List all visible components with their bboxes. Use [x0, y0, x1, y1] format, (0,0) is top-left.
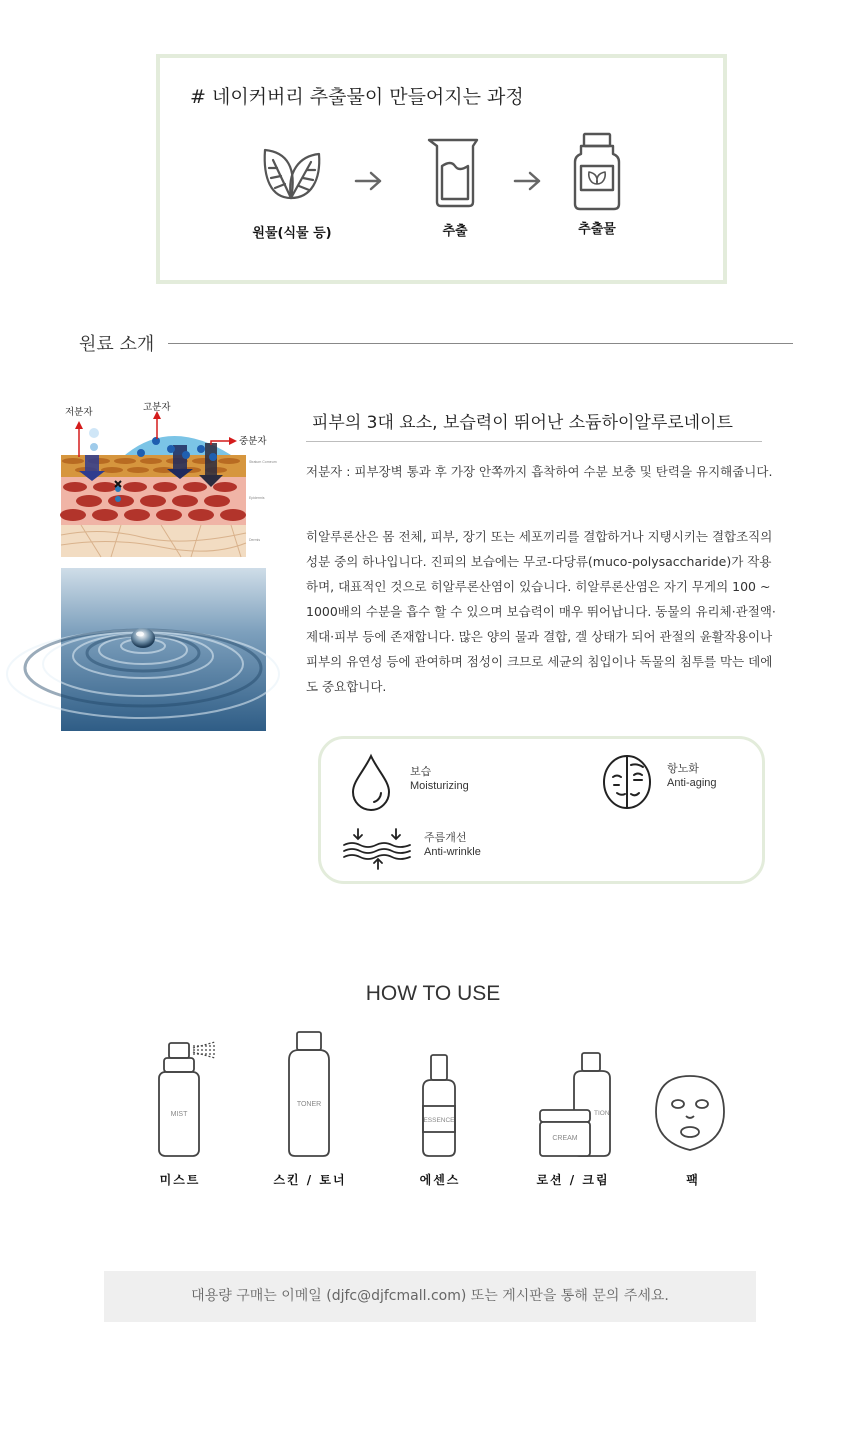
process-step-extract — [395, 144, 515, 239]
beaker-icon — [425, 136, 485, 210]
step-label-raw: 원물(식물 등) — [252, 226, 332, 241]
benefits-box — [318, 736, 765, 884]
product-pack — [628, 1028, 758, 1193]
bottle-icon — [571, 132, 623, 212]
benefit-ko: 주름개선 — [424, 832, 467, 844]
how-to-use-title: HOW TO USE — [365, 982, 501, 1005]
product-cream — [510, 1028, 640, 1193]
label-mid-molecule: 중분자 — [239, 436, 267, 447]
label-low-molecule: 저분자 — [65, 407, 93, 418]
water-drop-photo — [61, 568, 266, 731]
benefit-text — [667, 762, 717, 790]
benefit-en: Moisturizing — [410, 780, 469, 792]
lotion-tag: TION — [594, 1110, 610, 1117]
lotion-cream-icon — [510, 1028, 640, 1163]
water-drop-icon — [350, 753, 392, 811]
process-step-raw — [232, 144, 352, 241]
ingredient-divider — [306, 441, 762, 442]
benefit-en: Anti-wrinkle — [424, 846, 481, 858]
section-title: 원료 소개 — [79, 334, 155, 355]
benefit-ko: 항노화 — [667, 763, 699, 775]
product-label-cream: 로션 / 크림 — [536, 1173, 610, 1187]
layer-name-stratum: Stratum Corneum — [249, 460, 277, 464]
product-essence — [375, 1028, 505, 1193]
label-high-molecule: 고분자 — [143, 402, 171, 413]
essence-bottle-icon — [375, 1028, 505, 1163]
benefit-text — [424, 831, 481, 859]
bulk-purchase-notice: 대용량 구매는 이메일 (djfc@djfcmall.com) 또는 게시판을 통해 문의 주세요. — [104, 1271, 756, 1322]
cream-tag: CREAM — [552, 1135, 578, 1142]
wrinkle-icon — [342, 827, 412, 871]
step-label-extract: 추출 — [442, 224, 468, 239]
process-title: # 네이커버리 추출물이 만들어지는 과정 — [190, 86, 524, 108]
process-box — [156, 54, 727, 284]
ingredient-paragraph-1: 저분자 : 피부장벽 통과 후 가장 안쪽까지 흡착하여 수분 보충 및 탄력을 유지해줍니다. — [306, 464, 773, 479]
benefit-anti-aging — [601, 753, 717, 811]
essence-tag: ESSENCE — [423, 1117, 455, 1124]
product-label-toner: 스킨 / 토너 — [273, 1173, 347, 1187]
toner-bottle-icon — [245, 1028, 375, 1163]
process-step-result — [537, 144, 657, 237]
step-label-result: 추출물 — [578, 222, 616, 237]
skin-layer-diagram — [61, 395, 277, 557]
product-label-essence: 에센스 — [419, 1173, 461, 1187]
mist-tag: MIST — [170, 1111, 188, 1118]
arrow-right-icon — [354, 170, 384, 192]
product-toner — [245, 1028, 375, 1193]
ingredient-paragraph-2: 히알루론산은 몸 전체, 피부, 장기 또는 세포끼리를 결합하거나 지탱시키는 결합조직의 성분 중의 하나입니다. 진피의 보습에는 무코-다당류(muco-polysaccharide)가 작용하며, 대표적인 것으로 히알루론산염이 있습니다. 히알루론산염은 자기 무게의 100 ~ 1000배의 수분을 흡수 할 수 있으며 보습력이 매우 뛰어납니다. 동물의 유리체·관절액·제대·피부 등에 존재합니다. 많은 양의 물과 결합, 겔 상태가 되어 관절의 윤활작용이나 피부의 유연성 등에 관여하며 점성이 크므로 세균의 침입이나 독물의 침투를 막는 데에도 중요합니다. — [306, 529, 776, 694]
benefit-moisturizing — [350, 753, 469, 811]
benefit-text — [410, 765, 469, 793]
mist-bottle-icon — [115, 1028, 245, 1163]
ingredient-heading: 피부의 3대 요소, 보습력이 뛰어난 소듐하이알루로네이트 — [312, 413, 733, 433]
layer-name-epidermis: Epidermis — [249, 496, 265, 500]
benefit-en: Anti-aging — [667, 777, 717, 789]
product-label-mist: 미스트 — [159, 1173, 201, 1187]
benefit-ko: 보습 — [410, 766, 432, 778]
product-mist — [115, 1028, 245, 1193]
toner-tag: TONER — [296, 1101, 322, 1108]
layer-name-dermis: Dermis — [249, 538, 261, 542]
section-divider — [168, 343, 793, 344]
leaf-icon — [259, 144, 325, 204]
product-label-pack: 팩 — [686, 1173, 700, 1187]
face-mask-icon — [628, 1028, 758, 1163]
face-icon — [601, 753, 653, 811]
benefit-anti-wrinkle — [342, 827, 481, 871]
